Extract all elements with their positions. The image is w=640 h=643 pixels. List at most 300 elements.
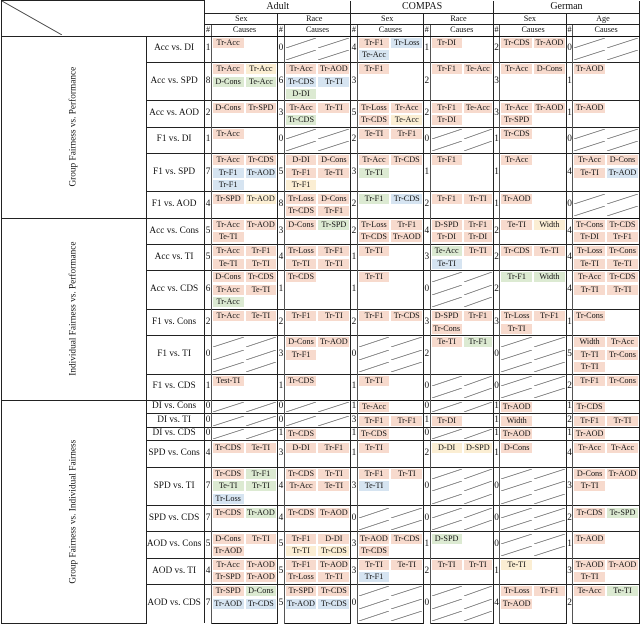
cause-cell: [317, 441, 350, 454]
cause-tag: [534, 560, 565, 570]
cause-cell: [463, 75, 494, 88]
cause-cell: [533, 75, 566, 88]
cause-count: 1: [424, 36, 430, 62]
cause-count: 3: [278, 335, 284, 374]
cause-cell: [463, 400, 494, 414]
cause-cell: [317, 467, 350, 480]
empty-slash: [391, 350, 422, 360]
cause-count: 1: [351, 400, 357, 414]
empty-slash: [464, 599, 492, 609]
cause-tag: D-Cons: [213, 77, 244, 87]
cause-cell: [284, 244, 317, 257]
cause-cell: [463, 62, 494, 75]
cause-cell: [211, 493, 244, 506]
empty-slash: [501, 469, 532, 479]
cause-cell: [573, 36, 606, 49]
cause-cell: [430, 257, 463, 270]
cause-cell: [533, 361, 566, 374]
cause-cell: [606, 493, 640, 506]
cause-cell: [357, 322, 390, 335]
cause-cell: [390, 584, 423, 597]
cause-cell: [430, 296, 463, 309]
cause-tag: [501, 50, 532, 60]
cause-tag: [246, 546, 277, 556]
cause-tag: Tr-DI: [574, 232, 605, 242]
cause-tag: [574, 115, 605, 125]
cause-count: 3: [566, 467, 572, 506]
cause-cell: [500, 140, 533, 153]
cause-tag: [246, 115, 277, 125]
cause-cell: [317, 192, 350, 205]
cause-tag: [286, 388, 317, 398]
cause-cell: [357, 467, 390, 480]
cause-cell: [317, 88, 350, 101]
cause-cell: [317, 374, 350, 387]
cause-cell: [500, 519, 533, 532]
cause-cell: [317, 244, 350, 257]
cause-cell: [463, 532, 494, 545]
cause-tag: [574, 455, 605, 465]
cause-tag: Te-TI: [574, 259, 605, 269]
cause-tag: [391, 180, 422, 190]
cause-count: 4: [493, 584, 499, 623]
cause-cell: [317, 257, 350, 270]
metric-label: Acc vs. CDS: [146, 270, 205, 309]
cause-tag: Tr-CDS: [213, 443, 244, 453]
cause-tag: [534, 232, 565, 242]
cause-tag: [246, 50, 277, 60]
cause-tag: Tr-Acc: [213, 311, 244, 321]
cause-tag: [501, 572, 532, 582]
empty-slash: [607, 194, 638, 204]
cause-tag: Tr-Acc: [213, 38, 244, 48]
cause-cell: [357, 584, 390, 597]
cause-tag: Tr-TI: [501, 324, 532, 334]
cause-cell: [533, 88, 566, 101]
cause-tag: [359, 89, 390, 99]
empty-slash: [464, 508, 492, 518]
cause-cell: [211, 205, 244, 218]
cause-tag: Tr-TI: [318, 311, 349, 321]
cause-cell: [317, 348, 350, 361]
cause-tag: Tr-Loss: [574, 246, 605, 256]
cause-tag: Te-Acc: [391, 115, 422, 125]
cause-cell: [463, 467, 494, 480]
cause-cell: [284, 400, 317, 414]
cause-cell: [390, 244, 423, 257]
cause-cell: [357, 493, 390, 506]
cause-cell: [284, 62, 317, 75]
metric-label: AOD vs. Cons: [146, 532, 205, 558]
cause-cell: [245, 36, 278, 49]
cause-tag: Tr-CDS: [359, 232, 390, 242]
cause-cell: [463, 558, 494, 571]
cause-cell: [284, 309, 317, 322]
cause-cell: [245, 610, 278, 623]
cause-tag: [534, 429, 565, 439]
empty-slash: [501, 494, 532, 504]
cause-cell: [245, 480, 278, 493]
cause-cell: [357, 387, 390, 400]
cause-count: 0: [351, 506, 357, 532]
cause-cell: [211, 244, 244, 257]
cause-cell: [357, 257, 390, 270]
empty-slash: [432, 285, 462, 295]
cause-tag: [501, 259, 532, 269]
empty-slash: [574, 206, 605, 216]
cause-cell: [284, 192, 317, 205]
cause-cell: [284, 49, 317, 62]
cause-tag: Tr-TI: [359, 443, 390, 453]
empty-slash: [464, 388, 492, 398]
cause-count: 1: [351, 244, 357, 270]
cause-tag: Tr-AOD: [575, 102, 604, 112]
cause-cell: [606, 244, 640, 257]
cause-cell: [573, 454, 606, 467]
cause-tag: Tr-SPD: [213, 586, 244, 596]
cause-tag: Tr-Acc: [501, 103, 532, 113]
cause-cell: [317, 205, 350, 218]
cause-tag: Tr-Loss: [213, 494, 244, 504]
cause-cell: [500, 309, 533, 322]
cause-tag: [246, 232, 277, 242]
cause-tag: Tr-Cons: [576, 219, 604, 229]
cause-cell: [284, 374, 317, 387]
cause-cell: [430, 571, 463, 584]
cause-count: 5: [278, 532, 284, 558]
cause-tag: Tr-SPD: [213, 194, 244, 204]
cause-cell: [430, 166, 463, 179]
cause-cell: [317, 506, 350, 519]
cause-tag: [464, 89, 492, 99]
cause-count: 0: [205, 414, 211, 428]
cause-cell: [284, 270, 317, 283]
table-row: [2, 218, 640, 231]
cause-tag: [607, 362, 638, 372]
empty-slash: [286, 402, 317, 412]
empty-slash: [501, 508, 532, 518]
cause-tag: Te-TI: [432, 337, 462, 347]
empty-slash: [432, 429, 462, 439]
cause-cell: [430, 270, 463, 283]
cause-tag: Tr-Acc: [607, 443, 638, 453]
cause-cell: [211, 387, 244, 400]
cause-cell: [211, 322, 244, 335]
cause-tag: [501, 141, 532, 151]
cause-cell: [533, 387, 566, 400]
cause-cell: [463, 493, 494, 506]
cause-tag: Tr-Acc: [607, 337, 638, 347]
hash-header: #: [424, 25, 429, 35]
cause-tag: Te-SPD: [607, 508, 638, 518]
cause-tag: Tr-CDS: [246, 272, 277, 282]
cause-tag: Te-TI: [246, 443, 277, 453]
empty-slash: [501, 362, 532, 372]
cause-tag: Tr-F1: [286, 311, 317, 321]
cause-cell: [245, 114, 278, 127]
cause-count: 1: [493, 441, 499, 467]
cause-count: 0: [424, 400, 430, 414]
cause-tag: Te-TI: [359, 481, 390, 491]
cause-tag: [391, 402, 422, 412]
cause-count: 4: [566, 270, 572, 309]
empty-slash: [574, 129, 605, 139]
cause-tag: Tr-AOD: [575, 559, 604, 569]
cause-count: 0: [351, 584, 357, 623]
cause-tag: Tr-CDS: [286, 115, 317, 125]
cause-cell: [573, 283, 606, 296]
cause-cell: [390, 153, 423, 166]
cause-tag: Tr-Acc: [213, 64, 244, 74]
cause-tag: [574, 611, 605, 621]
cause-tag: Tr-CDS: [318, 599, 349, 609]
cause-tag: Tr-TI: [246, 259, 277, 269]
cause-tag: Tr-CDS: [246, 599, 277, 609]
cause-tag: D-SPD: [432, 311, 462, 321]
cause-tag: Te-TI: [432, 259, 462, 269]
cause-tag: [464, 155, 492, 165]
cause-cell: [284, 597, 317, 610]
cause-tag: Tr-TI: [432, 560, 462, 570]
cause-tag: Tr-Acc: [574, 155, 605, 165]
cause-tag: Te-TI: [213, 259, 244, 269]
cause-cell: [606, 467, 640, 480]
cause-cell: [430, 348, 463, 361]
cause-cell: [317, 427, 350, 441]
cause-cell: [573, 101, 606, 114]
empty-slash: [534, 534, 565, 544]
cause-tag: [534, 180, 565, 190]
cause-cell: [606, 309, 640, 322]
cause-cell: [284, 571, 317, 584]
cause-cell: [245, 441, 278, 454]
cause-count: 1: [566, 309, 572, 335]
cause-tag: Tr-AOD: [319, 559, 348, 569]
cause-cell: [245, 283, 278, 296]
cause-cell: [573, 519, 606, 532]
cause-cell: [357, 454, 390, 467]
cause-cell: [500, 231, 533, 244]
cause-cell: [317, 597, 350, 610]
cause-tag: [534, 155, 565, 165]
cause-cell: [245, 309, 278, 322]
cause-cell: [606, 205, 640, 218]
cause-tag: Tr-Loss: [286, 194, 317, 204]
cause-cell: [606, 153, 640, 166]
cause-tag: [318, 285, 349, 295]
attr-header: Sex: [351, 13, 424, 25]
cause-tag: Tr-AOD: [247, 507, 275, 517]
cause-tag: Width: [574, 337, 605, 347]
cause-tag: Tr-CDS: [501, 38, 532, 48]
cause-cell: [284, 454, 317, 467]
cause-cell: [430, 597, 463, 610]
cause-count: 4: [278, 467, 284, 506]
cause-tag: [432, 180, 462, 190]
cause-cell: [430, 62, 463, 75]
cause-tag: [607, 534, 638, 544]
cause-cell: [284, 101, 317, 114]
cause-cell: [284, 283, 317, 296]
cause-cell: [390, 231, 423, 244]
cause-cell: [284, 179, 317, 192]
cause-tag: [359, 388, 390, 398]
cause-tag: Tr-TI: [574, 285, 605, 295]
cause-cell: [463, 387, 494, 400]
empty-slash: [391, 362, 422, 372]
cause-tag: Tr-AOD: [535, 102, 564, 112]
cause-count: 5: [205, 244, 211, 270]
cause-cell: [430, 283, 463, 296]
cause-tag: Tr-AOD: [287, 598, 315, 608]
empty-slash: [432, 376, 462, 386]
cause-count: 3: [351, 414, 357, 428]
cause-cell: [573, 140, 606, 153]
cause-cell: [573, 153, 606, 166]
cause-cell: [211, 88, 244, 101]
cause-tag: Tr-F1: [574, 376, 605, 386]
cause-cell: [533, 62, 566, 75]
cause-cell: [430, 441, 463, 454]
cause-cell: [533, 296, 566, 309]
cause-cell: [430, 179, 463, 192]
cause-count: 5: [205, 218, 211, 244]
cause-tag: [246, 455, 277, 465]
cause-tag: [318, 388, 349, 398]
cause-cell: [390, 309, 423, 322]
cause-cell: [317, 283, 350, 296]
cause-tag: Te-Acc: [432, 246, 462, 256]
empty-slash: [432, 508, 462, 518]
cause-tag: [213, 115, 244, 125]
empty-slash: [246, 416, 277, 426]
cause-cell: [211, 454, 244, 467]
cause-cell: [284, 519, 317, 532]
cause-tag: Tr-Cons: [607, 376, 638, 386]
cause-tag: [391, 89, 422, 99]
cause-tag: [391, 77, 422, 87]
cause-cell: [463, 166, 494, 179]
cause-cell: [390, 283, 423, 296]
cause-tag: [534, 572, 565, 582]
cause-count: 2: [424, 335, 430, 374]
cause-cell: [430, 387, 463, 400]
cause-cell: [211, 257, 244, 270]
cause-count: 3: [351, 532, 357, 558]
cause-tag: Tr-CDS: [213, 469, 244, 479]
cause-count: 2: [278, 309, 284, 335]
cause-tag: [391, 297, 422, 307]
cause-tag: [246, 494, 277, 504]
cause-count: 3: [566, 558, 572, 584]
cause-cell: [606, 218, 640, 231]
cause-tag: [432, 546, 462, 556]
empty-slash: [464, 376, 492, 386]
cause-tag: [607, 388, 638, 398]
cause-cell: [245, 244, 278, 257]
cause-cell: [245, 62, 278, 75]
cause-tag: [286, 285, 317, 295]
cause-tag: [246, 324, 277, 334]
cause-count: 7: [205, 467, 211, 506]
cause-count: 2: [351, 127, 357, 153]
cause-cell: [500, 597, 533, 610]
cause-cell: [606, 519, 640, 532]
cause-tag: [286, 362, 317, 372]
cause-cell: [430, 480, 463, 493]
cause-cell: [390, 532, 423, 545]
cause-cell: [533, 558, 566, 571]
cause-cell: [390, 101, 423, 114]
cause-tag: [464, 362, 492, 372]
cause-tag: Tr-AOD: [247, 193, 275, 203]
cause-cell: [357, 231, 390, 244]
cause-tag: Tr-CDS: [501, 246, 532, 256]
cause-tag: Tr-TI: [246, 481, 277, 491]
cause-cell: [500, 49, 533, 62]
cause-count: 0: [424, 467, 430, 506]
empty-slash: [432, 469, 462, 479]
empty-slash: [391, 337, 422, 347]
empty-slash: [607, 141, 638, 151]
cause-count: 3: [351, 467, 357, 506]
cause-tag: Tr-AOD: [247, 559, 275, 569]
cause-tag: Width: [534, 220, 565, 230]
cause-tag: Te-Acc: [574, 586, 605, 596]
cause-tag: [501, 180, 532, 190]
cause-tag: Tr-Loss: [359, 220, 390, 230]
cause-tag: [501, 89, 532, 99]
cause-count: 1: [424, 153, 430, 192]
cause-tag: [246, 520, 277, 530]
cause-cell: [317, 387, 350, 400]
cause-count: 3: [424, 244, 430, 270]
cause-cell: [463, 244, 494, 257]
empty-slash: [391, 508, 422, 518]
cause-cell: [573, 88, 606, 101]
cause-cell: [430, 610, 463, 623]
cause-cell: [533, 192, 566, 205]
cause-tag: [534, 206, 565, 216]
cause-tag: Tr-CDS: [391, 311, 422, 321]
empty-slash: [213, 362, 244, 372]
cause-cell: [463, 231, 494, 244]
empty-slash: [464, 285, 492, 295]
empty-slash: [359, 362, 390, 372]
cause-cell: [357, 101, 390, 114]
cause-tag: [391, 376, 422, 386]
cause-cell: [390, 558, 423, 571]
empty-slash: [574, 141, 605, 151]
cause-tag: [464, 115, 492, 125]
empty-slash: [213, 337, 244, 347]
cause-cell: [463, 441, 494, 454]
cause-tag: Tr-Acc: [213, 297, 244, 307]
cause-cell: [606, 558, 640, 571]
cause-count: 1: [493, 127, 499, 153]
cause-cell: [245, 166, 278, 179]
cause-tag: [432, 350, 462, 360]
cause-cell: [317, 400, 350, 414]
cause-cell: [317, 519, 350, 532]
cause-cell: [573, 322, 606, 335]
cause-cell: [500, 244, 533, 257]
cause-cell: [463, 205, 494, 218]
cause-tag: [607, 297, 638, 307]
cause-tag: Tr-Cons: [433, 323, 461, 333]
metric-label: SPD vs. Cons: [146, 441, 205, 467]
cause-tag: Tr-AOD: [608, 468, 637, 478]
